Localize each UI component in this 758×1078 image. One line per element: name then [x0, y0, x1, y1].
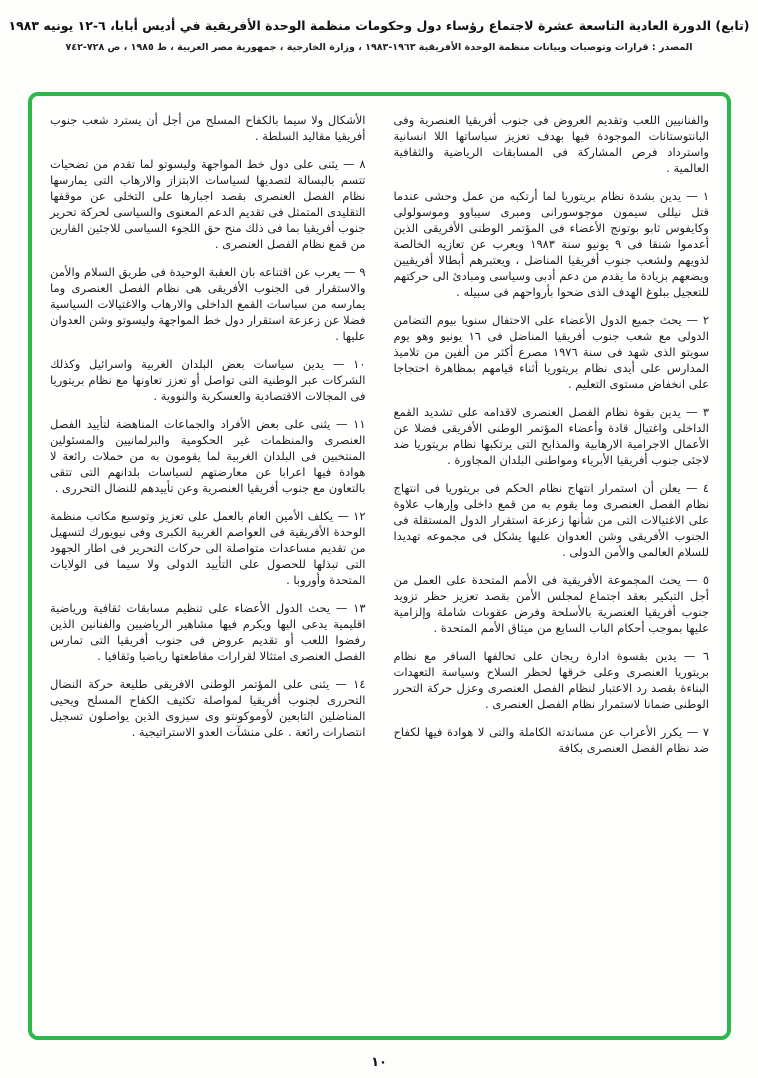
paragraph-item-9: ٩ — يعرب عن اقتناعه بان العقبة الوحيدة فى طريق السلام والأمن والاستقرار فى الجنوب الأفريقى هى نظام الفصل العنصرى وما يمارسه من سياسات القمع الداخلى والارهاب والاغتيالات السياسية فضلا عن زعزعة استقرار دول خط المواجهة وليسوتو وشن العدوان عليها .: [50, 265, 366, 343]
source-citation: المصدر : قرارات وتوصيات وبيانات منظمة الوحدة الأفريقية ١٩٦٣-١٩٨٣ ، وزارة الخارجية ، جمهورية مصر العربية ، ط ١٩٨٥ ، ص ٧٢٨-٧٤٢: [65, 42, 693, 54]
paragraph-continuation: والفنانيين اللعب وتقديم العروض فى جنوب أفريقيا العنصرية وفى البانتوستانات الموجودة فيها بهدف تعزيز سياساتها اللا انسانية واسترداد فرص المشاركة فى المسابقات الرياضية والثقافية العالمية .: [393, 113, 709, 175]
paragraph-item-5: ٥ — يحث المجموعة الأفريقية فى الأمم المتحدة على العمل من أجل التبكير بعقد اجتماع لمجلس الأمن بقصد تعزيز حظر تزويد جنوب أفريقيا العنصرية بالأسلحة وفرض عقوبات شاملة وإلزامية عليها بموجب أحكام الباب السابع من ميثاق الأمم المتحدة .: [393, 573, 709, 635]
document-title: (تابع) الدورة العادية التاسعة عشرة لاجتماع رؤساء دول وحكومات منظمة الوحدة الأفريقية في أديس أبابا، ٦-١٢ يونيه ١٩٨٣: [8, 18, 750, 33]
document-frame: [28, 92, 731, 1040]
column-left: [50, 112, 366, 1026]
paragraph-item-12: ١٢ — يكلف الأمين العام بالعمل على تعزيز وتوسيع مكاتب منظمة الوحدة الأفريقية فى العواصم الغربية الكبرى وفى نيويورك لتسهيل من تقديم مساعدات متواصلة الى حركات التحرير فى اطار الجهود التى تبذلها للحصول على التأييد الدولى ولا سيما فى الولايات المتحدة وأوروبا .: [50, 509, 366, 587]
paragraph-item-1: ١ — يدين بشدة نظام بريتوريا لما أرتكبه من عمل وحشى عندما قتل نيللى سيمون موجوسورانى ومبرى سيباوو وموسولولى وكايفوس ثابو بوتونج الأعضاء فى المؤتمر الوطنى الأفريقى الذين أعدموا شنقا فى ٩ يونيو سنة ١٩٨٣ ويعرب عن تعازيه الخالصة لذويهم ولشعب جنوب أفريقيا المناضل ، ويعتبرهم أبطالا أفريقيين ويضعهم بزيادة ما يقدم من دعم أدبى وسياسى ومبادئ الى حركتهم للتعجيل ببلوغ الهدف الذى ضحوا بأرواحهم فى سبيله .: [393, 189, 709, 299]
paragraph-item-10: ١٠ — يدين سياسات بعض البلدان الغربية واسرائيل وكذلك الشركات عبر الوطنية التى تواصل أو تعزز تعاونها مع نظام بريتوريا فى المجالات الاقتصادية والعسكرية والنووية .: [50, 357, 366, 403]
paragraph-item-4: ٤ — يعلن أن استمرار انتهاج نظام الحكم فى بريتوريا فى انتهاج نظام الفصل العنصرى وما يقوم به من قمع داخلى وإرهاب علاوة على الاغتيالات التى من شأنها زعزعة استقرار الدول المستقلة فى الجنوب الأفريقى وشن العدوان عليها يشكل فى مجموعه تهديدا للسلام العالمى والأمن الدولى .: [393, 481, 709, 559]
page-number: ١٠: [371, 1055, 387, 1070]
column-right: [394, 112, 710, 1026]
paragraph-item-2: ٢ — يحث جميع الدول الأعضاء على الاحتفال سنويا بيوم التضامن الدولى مع شعب جنوب أفريقيا المناضل فى ١٦ يونيو وهو يوم سويتو الذى شهد فى سنة ١٩٧٦ مصرع أكثر من ألفين من تلاميذ المدارس على أيدى نظام بريتوريا أثناء قيامهم بمظاهرة احتجاجا على انخفاض مستوى التعليم .: [393, 313, 709, 391]
paragraph-item-3: ٣ — يدين بقوة نظام الفصل العنصرى لاقدامه على تشديد القمع الداخلى واغتيال قادة وأعضاء المؤتمر الوطنى الأفريقى فضلا عن الأعمال الاجرامية الارهابية والمذابح التى يرتكبها نظام بريتوريا ضد لاجئى جنوب أفريقيا الأبرياء ومواطنى البلدان المجاورة .: [393, 405, 709, 467]
paragraph-item-6: ٦ — يدين بقسوة ادارة ريجان على تحالفها السافر مع نظام بريتوريا العنصرى وعلى خرقها لحظر السلاح وسياسة التعهدات البناءة بقصد رد الاعتبار لنظام الفصل العنصرى وعزل حركة التحرر الوطنى ضمانا لاستمرار نظام الفصل العنصرى .: [393, 649, 709, 711]
text-columns: [50, 112, 709, 1026]
page-header: [0, 0, 758, 53]
paragraph-item-14: ١٤ — يثنى على المؤتمر الوطنى الافريقى طليعة حركة النضال التحررى لجنوب أفريقيا لمواصلة تكثيف الكفاح المسلح ويحيى المناضلين التابعين لأوموكونتو وى سيزوى الذين يواصلون تسجيل انتصارات رائعة . على منشآت العدو الاستراتيجية .: [50, 677, 366, 739]
paragraph-item-11: ١١ — يثنى على بعض الأفراد والجماعات المناهضة لتأييد الفصل العنصرى والمنظمات غير الحكومية والبرلمانيين والمسئولين المنتخبين فى البلدان الغربية لما يقومون به من حملات رائعة لا هوادة فيها اعرابا عن معارضتهم لسياسات بلدانهم التى تتقى بالتعاون مع جنوب أفريقيا العنصرية وعن تأييدهم للنضال التحررى .: [50, 417, 366, 495]
paragraph-item-13: ١٣ — يحث الدول الأعضاء على تنظيم مسابقات ثقافية ورياضية اقليمية يدعى اليها ويكرم فيها مشاهير الرياضيين والفنانين الذين رفضوا اللعب أو تقديم عروض فى جنوب أفريقيا التى تمارس الفصل العنصرى امتثالا لقرارات مقاطعتها رياضيا وثقافيا .: [50, 601, 366, 663]
paragraph-continuation: الأشكال ولا سيما بالكفاح المسلح من أجل أن يسترد شعب جنوب أفريقيا مقاليد السلطة .: [50, 113, 366, 143]
paragraph-item-7: ٧ — يكرر الأعراب عن مساندته الكاملة والتى لا هوادة فيها لكفاح ضد نظام الفصل العنصرى بكافة: [393, 725, 709, 755]
paragraph-item-8: ٨ — يثنى على دول خط المواجهة وليسوتو لما تقدم من تضحيات تتسم بالبسالة لتصديها لسياسات الابتزاز والارهاب التى يمارسها نظام الفصل العنصرى بقصد اجبارها على التخلى عن موقفها التقليدى المتمثل فى تقديم الدعم المعنوى والسياسى لحركة تحرير جنوب أفريقيا بما فى ذلك منح حق اللجوء السياسى للاجئين الفارين من قمع نظام الفصل العنصرى .: [50, 157, 366, 251]
